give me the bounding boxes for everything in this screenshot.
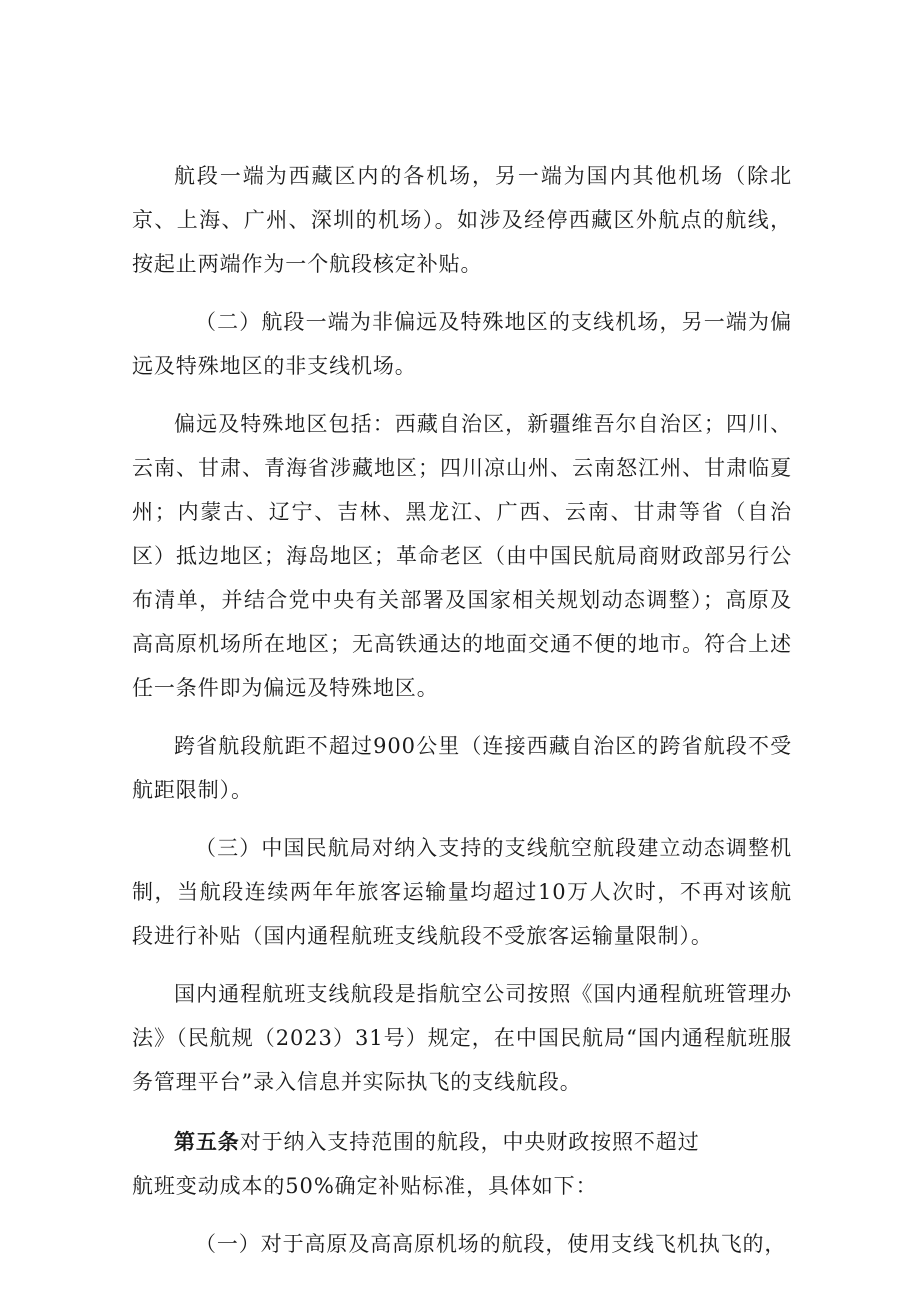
paragraph-tibet-routes: 航段一端为西藏区内的各机场，另一端为国内其他机场（除北京、上海、广州、深圳的机场）。如涉及经停西藏区外航点的航线，按起止两端作为一个航段核定补贴。: [132, 164, 792, 276]
article-heading: 第五条: [174, 1130, 240, 1154]
paragraph-remote-regions: 偏远及特殊地区包括：西藏自治区，新疆维吾尔自治区；四川、云南、甘肃、青海省涉藏地区；四川凉山州、云南怒江州、甘肃临夏州；内蒙古、辽宁、吉林、黑龙江、广西、云南、甘肃等省（自治区）抵边地区；海岛地区；革命老区（由中国民航局商财政部另行公布清单，并结合党中央有关部署及国家相关规划动态调整）；高原及高高原机场所在地区；无高铁通达的地面交通不便的地市。符合上述任一条件即为偏远及特殊地区。: [132, 412, 792, 700]
paragraph-article-five-continued: 航班变动成本的50%确定补贴标准，具体如下：: [132, 1174, 598, 1198]
paragraph-item-three: （三）中国民航局对纳入支持的支线航空航段建立动态调整机制，当航段连续两年年旅客运输量均超过10万人次时，不再对该航段进行补贴（国内通程航班支线航段不受旅客运输量限制）。: [132, 836, 792, 948]
article-five-line-one: 对于纳入支持范围的航段，中央财政按照不超过: [239, 1130, 700, 1154]
document-body: [132, 154, 792, 1266]
paragraph-item-one-plateau: （一）对于高原及高高原机场的航段，使用支线飞机执飞的，: [195, 1232, 787, 1256]
paragraph-distance-limit: 跨省航段航距不超过900公里（连接西藏自治区的跨省航段不受航距限制）。: [132, 734, 792, 802]
paragraph-through-flights: 国内通程航班支线航段是指航空公司按照《国内通程航班管理办法》（民航规（2023）31号）规定，在中国民航局“国内通程航班服务管理平台”录入信息并实际执飞的支线航段。: [132, 982, 792, 1094]
paragraph-article-five: [132, 1120, 792, 1164]
paragraph-item-two: （二）航段一端为非偏远及特殊地区的支线机场，另一端为偏远及特殊地区的非支线机场。: [132, 310, 792, 378]
